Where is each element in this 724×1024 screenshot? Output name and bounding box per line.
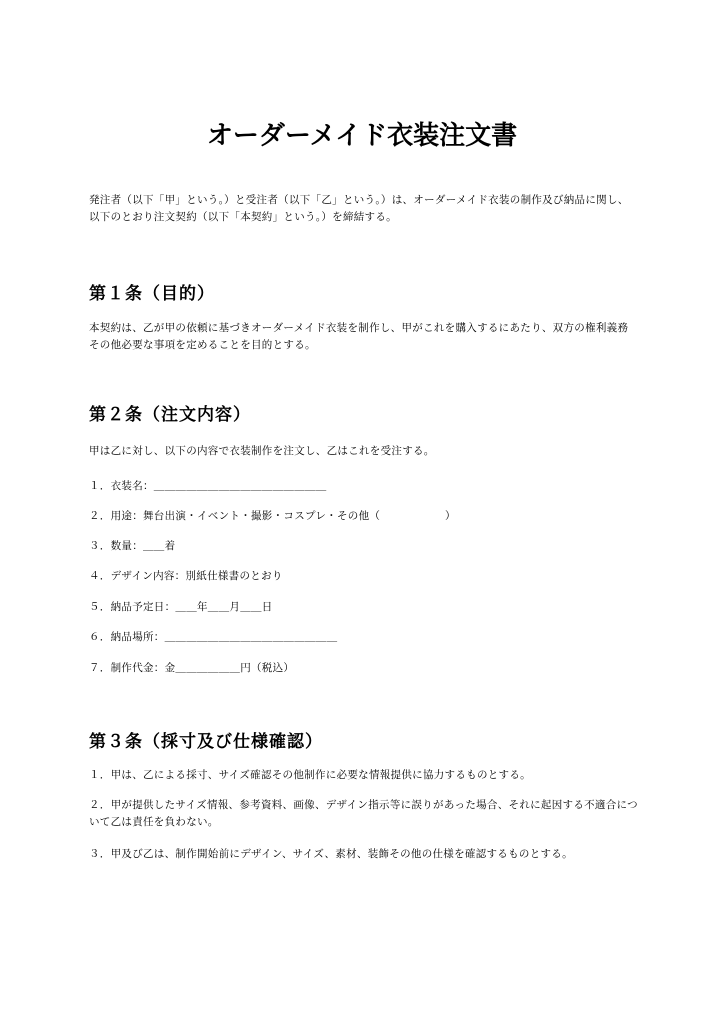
article-2-item-2: ２．用途：舞台出演・イベント・撮影・コスプレ・その他（ ）: [89, 510, 456, 522]
article-2-item-1: １．衣装名：＿＿＿＿＿＿＿＿＿＿＿＿＿＿＿＿: [89, 480, 327, 492]
article-2-item-7: ７．制作代金：金＿＿＿＿＿＿円（税込）: [89, 662, 295, 674]
article-3-item-1: １．甲は、乙による採寸、サイズ確認その他制作に必要な情報提供に協力するものとする。: [89, 769, 531, 781]
article-3-item-2: ２．甲が提供したサイズ情報、参考資料、画像、デザイン指示等に誤りがあった場合、それに起因する不適合について乙は責任を負わない。: [89, 799, 638, 828]
article-2-item-6: ６．納品場所：＿＿＿＿＿＿＿＿＿＿＿＿＿＿＿＿: [89, 631, 338, 643]
article-1-body: 本契約は、乙が甲の依頼に基づきオーダーメイド衣装を制作し、甲がこれを購入するにあたり、双方の権利義務その他必要な事項を定めることを目的とする。: [89, 322, 629, 351]
preamble-text: 発注者（以下「甲」という。）と受注者（以下「乙」という。）は、オーダーメイド衣装の制作及び納品に関し、以下のとおり注文契約（以下「本契約」という。）を締結する。: [89, 194, 629, 223]
article-2-item-4: ４．デザイン内容：別紙仕様書のとおり: [89, 570, 283, 582]
article-2-item-3: ３．数量：＿＿着: [89, 540, 176, 552]
article-2-intro: 甲は乙に対し、以下の内容で衣装制作を注文し、乙はこれを受注する。: [89, 445, 435, 457]
article-1-heading: 第１条（目的）: [89, 284, 215, 304]
article-3-heading: 第３条（採寸及び仕様確認）: [89, 732, 323, 752]
document-title: オーダーメイド衣装注文書: [206, 121, 518, 151]
article-3-item-3: ３．甲及び乙は、制作開始前にデザイン、サイズ、素材、装飾その他の仕様を確認するものとする。: [89, 848, 573, 860]
article-2-item-5: ５．納品予定日：＿＿年＿＿月＿＿日: [89, 601, 273, 613]
article-2-heading: 第２条（注文内容）: [89, 405, 251, 425]
